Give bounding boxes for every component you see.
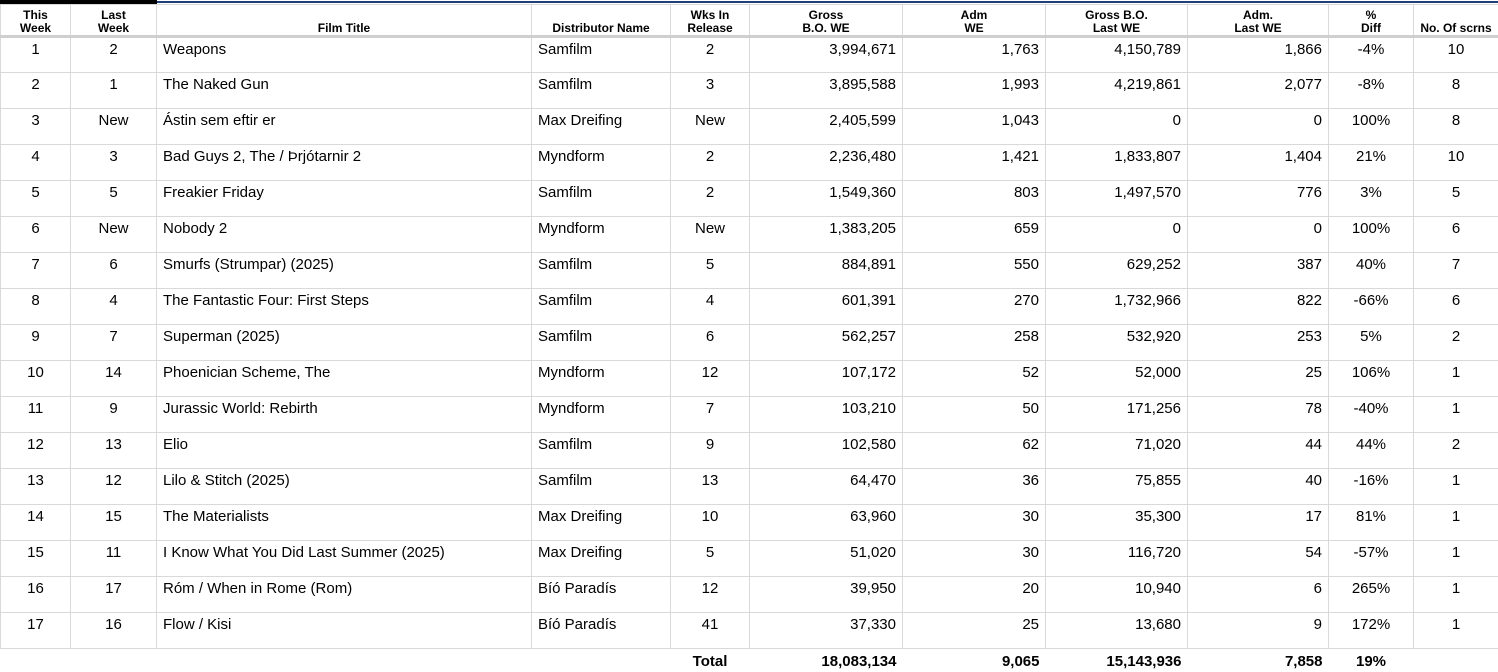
box-office-table (0, 4, 1498, 671)
film-title-cell: Weapons (157, 37, 532, 73)
this-week-cell: 10 (1, 361, 71, 397)
header-gross-bo-last-we-line1: Gross B.O. (1085, 8, 1148, 22)
last-week-cell: 11 (71, 541, 157, 577)
gross-bo-last-we-cell: 52,000 (1046, 361, 1188, 397)
gross-bo-last-we-cell: 171,256 (1046, 397, 1188, 433)
gross-bo-we-cell: 37,330 (750, 613, 903, 649)
gross-bo-we-cell: 107,172 (750, 361, 903, 397)
adm-we-cell: 30 (903, 505, 1046, 541)
adm-we-cell: 25 (903, 613, 1046, 649)
table-body (1, 37, 1498, 649)
this-week-cell: 16 (1, 577, 71, 613)
adm-we-cell: 270 (903, 289, 1046, 325)
adm-we-cell: 52 (903, 361, 1046, 397)
adm-last-we-cell: 2,077 (1188, 73, 1329, 109)
total-adm-last-we: 7,858 (1188, 649, 1329, 671)
film-title-cell: Jurassic World: Rebirth (157, 397, 532, 433)
adm-last-we-cell: 54 (1188, 541, 1329, 577)
pct-diff-cell: 106% (1329, 361, 1414, 397)
film-title-cell: Lilo & Stitch (2025) (157, 469, 532, 505)
header-film-title (157, 5, 532, 37)
pct-diff-cell: 172% (1329, 613, 1414, 649)
gross-bo-we-cell: 1,383,205 (750, 217, 903, 253)
film-title-cell: Bad Guys 2, The / Þrjótarnir 2 (157, 145, 532, 181)
adm-last-we-cell: 822 (1188, 289, 1329, 325)
distributor-name-cell: Samfilm (532, 73, 671, 109)
total-label: Total (671, 649, 750, 671)
pct-diff-cell: -16% (1329, 469, 1414, 505)
no-of-screens-cell: 6 (1414, 217, 1498, 253)
no-of-screens-cell: 1 (1414, 469, 1498, 505)
table-header (1, 5, 1498, 37)
no-of-screens-cell: 2 (1414, 325, 1498, 361)
adm-last-we-cell: 0 (1188, 217, 1329, 253)
adm-we-cell: 30 (903, 541, 1046, 577)
film-title-cell: Ástin sem eftir er (157, 109, 532, 145)
header-distributor-name-line2: Distributor Name (552, 21, 650, 35)
no-of-screens-cell: 7 (1414, 253, 1498, 289)
header-adm-last-we (1188, 5, 1329, 37)
distributor-name-cell: Bíó Paradís (532, 577, 671, 613)
gross-bo-last-we-cell: 0 (1046, 109, 1188, 145)
adm-we-cell: 1,993 (903, 73, 1046, 109)
gross-bo-we-cell: 2,236,480 (750, 145, 903, 181)
gross-bo-we-cell: 39,950 (750, 577, 903, 613)
distributor-name-cell: Samfilm (532, 469, 671, 505)
distributor-name-cell: Myndform (532, 361, 671, 397)
distributor-name-cell: Samfilm (532, 37, 671, 73)
this-week-cell: 4 (1, 145, 71, 181)
table-footer (1, 649, 1498, 671)
pct-diff-cell: -4% (1329, 37, 1414, 73)
gross-bo-we-cell: 102,580 (750, 433, 903, 469)
header-adm-we-line1: Adm (960, 8, 988, 22)
wks-in-release-cell: 9 (671, 433, 750, 469)
this-week-cell: 15 (1, 541, 71, 577)
total-adm-we: 9,065 (903, 649, 1046, 671)
last-week-cell: 17 (71, 577, 157, 613)
gross-bo-we-cell: 63,960 (750, 505, 903, 541)
no-of-screens-cell: 1 (1414, 577, 1498, 613)
gross-bo-we-cell: 2,405,599 (750, 109, 903, 145)
adm-we-cell: 550 (903, 253, 1046, 289)
adm-last-we-cell: 25 (1188, 361, 1329, 397)
adm-last-we-cell: 1,404 (1188, 145, 1329, 181)
distributor-name-cell: Samfilm (532, 253, 671, 289)
pct-diff-cell: -8% (1329, 73, 1414, 109)
header-adm-last-we-line2: Last WE (1234, 21, 1282, 35)
adm-we-cell: 50 (903, 397, 1046, 433)
header-row (1, 5, 1498, 37)
this-week-cell: 3 (1, 109, 71, 145)
pct-diff-cell: 5% (1329, 325, 1414, 361)
last-week-cell: 7 (71, 325, 157, 361)
last-week-cell: 13 (71, 433, 157, 469)
total-row (1, 649, 1498, 671)
last-week-cell: 2 (71, 37, 157, 73)
adm-we-cell: 62 (903, 433, 1046, 469)
adm-we-cell: 1,043 (903, 109, 1046, 145)
last-week-cell: New (71, 109, 157, 145)
wks-in-release-cell: 12 (671, 577, 750, 613)
adm-we-cell: 803 (903, 181, 1046, 217)
adm-last-we-cell: 9 (1188, 613, 1329, 649)
total-diff: 19% (1329, 649, 1414, 671)
no-of-screens-cell: 1 (1414, 361, 1498, 397)
header-rule-blue (157, 1, 1498, 3)
this-week-cell: 1 (1, 37, 71, 73)
wks-in-release-cell: 13 (671, 469, 750, 505)
no-of-screens-cell: 1 (1414, 505, 1498, 541)
adm-last-we-cell: 40 (1188, 469, 1329, 505)
last-week-cell: 5 (71, 181, 157, 217)
last-week-cell: 3 (71, 145, 157, 181)
wks-in-release-cell: 2 (671, 145, 750, 181)
no-of-screens-cell: 2 (1414, 433, 1498, 469)
gross-bo-last-we-cell: 75,855 (1046, 469, 1188, 505)
last-week-cell: 9 (71, 397, 157, 433)
total-gross-we: 18,083,134 (750, 649, 903, 671)
adm-we-cell: 36 (903, 469, 1046, 505)
film-title-cell: The Materialists (157, 505, 532, 541)
this-week-cell: 11 (1, 397, 71, 433)
table-row (1, 541, 1498, 577)
wks-in-release-cell: New (671, 217, 750, 253)
gross-bo-we-cell: 3,994,671 (750, 37, 903, 73)
adm-last-we-cell: 387 (1188, 253, 1329, 289)
table-row (1, 253, 1498, 289)
adm-last-we-cell: 6 (1188, 577, 1329, 613)
table-row (1, 397, 1498, 433)
wks-in-release-cell: 6 (671, 325, 750, 361)
adm-last-we-cell: 17 (1188, 505, 1329, 541)
wks-in-release-cell: 10 (671, 505, 750, 541)
film-title-cell: Superman (2025) (157, 325, 532, 361)
gross-bo-last-we-cell: 0 (1046, 217, 1188, 253)
header-film-title-line2: Film Title (317, 21, 371, 35)
last-week-cell: 12 (71, 469, 157, 505)
pct-diff-cell: 100% (1329, 217, 1414, 253)
pct-diff-cell: -40% (1329, 397, 1414, 433)
gross-bo-last-we-cell: 13,680 (1046, 613, 1188, 649)
adm-we-cell: 258 (903, 325, 1046, 361)
adm-last-we-cell: 776 (1188, 181, 1329, 217)
header-gross-bo-last-we-line2: Last WE (1092, 21, 1141, 35)
this-week-cell: 17 (1, 613, 71, 649)
distributor-name-cell: Bíó Paradís (532, 613, 671, 649)
distributor-name-cell: Samfilm (532, 433, 671, 469)
gross-bo-we-cell: 601,391 (750, 289, 903, 325)
header-no-of-screens (1414, 5, 1498, 37)
header-this-week-line2: Week (19, 21, 52, 35)
no-of-screens-cell: 10 (1414, 37, 1498, 73)
last-week-cell: 15 (71, 505, 157, 541)
pct-diff-cell: -57% (1329, 541, 1414, 577)
this-week-cell: 8 (1, 289, 71, 325)
header-this-week-line1: This (23, 8, 48, 22)
gross-bo-last-we-cell: 4,219,861 (1046, 73, 1188, 109)
this-week-cell: 13 (1, 469, 71, 505)
table-row (1, 325, 1498, 361)
table-row (1, 613, 1498, 649)
film-title-cell: I Know What You Did Last Summer (2025) (157, 541, 532, 577)
film-title-cell: Elio (157, 433, 532, 469)
header-wks-in-release-line1: Wks In (690, 8, 730, 22)
distributor-name-cell: Max Dreifing (532, 505, 671, 541)
header-last-week-line2: Week (97, 21, 130, 35)
header-this-week (1, 5, 71, 37)
adm-we-cell: 20 (903, 577, 1046, 613)
header-gross-bo-we-line1: Gross (808, 8, 844, 22)
gross-bo-last-we-cell: 35,300 (1046, 505, 1188, 541)
adm-last-we-cell: 0 (1188, 109, 1329, 145)
pct-diff-cell: 81% (1329, 505, 1414, 541)
film-title-cell: Smurfs (Strumpar) (2025) (157, 253, 532, 289)
this-week-cell: 6 (1, 217, 71, 253)
table-row (1, 109, 1498, 145)
wks-in-release-cell: 41 (671, 613, 750, 649)
header-adm-last-we-line1: Adm. (1243, 8, 1273, 22)
distributor-name-cell: Myndform (532, 145, 671, 181)
pct-diff-cell: 265% (1329, 577, 1414, 613)
pct-diff-cell: 40% (1329, 253, 1414, 289)
header-last-week (71, 5, 157, 37)
gross-bo-last-we-cell: 629,252 (1046, 253, 1188, 289)
last-week-cell: 1 (71, 73, 157, 109)
film-title-cell: Flow / Kisi (157, 613, 532, 649)
table-row (1, 217, 1498, 253)
adm-we-cell: 659 (903, 217, 1046, 253)
header-wks-in-release-line2: Release (687, 21, 733, 35)
no-of-screens-cell: 8 (1414, 73, 1498, 109)
table-row (1, 73, 1498, 109)
adm-last-we-cell: 253 (1188, 325, 1329, 361)
header-pct-diff-line2: Diff (1361, 21, 1381, 35)
last-week-cell: 14 (71, 361, 157, 397)
gross-bo-last-we-cell: 4,150,789 (1046, 37, 1188, 73)
gross-bo-we-cell: 562,257 (750, 325, 903, 361)
header-last-week-line1: Last (101, 8, 126, 22)
wks-in-release-cell: 2 (671, 181, 750, 217)
header-pct-diff-line1: % (1365, 8, 1377, 22)
table-row (1, 145, 1498, 181)
distributor-name-cell: Max Dreifing (532, 541, 671, 577)
gross-bo-we-cell: 884,891 (750, 253, 903, 289)
gross-bo-last-we-cell: 1,497,570 (1046, 181, 1188, 217)
no-of-screens-cell: 10 (1414, 145, 1498, 181)
gross-bo-we-cell: 103,210 (750, 397, 903, 433)
adm-last-we-cell: 44 (1188, 433, 1329, 469)
gross-bo-last-we-cell: 116,720 (1046, 541, 1188, 577)
film-title-cell: The Naked Gun (157, 73, 532, 109)
wks-in-release-cell: 4 (671, 289, 750, 325)
last-week-cell: New (71, 217, 157, 253)
gross-bo-we-cell: 64,470 (750, 469, 903, 505)
wks-in-release-cell: New (671, 109, 750, 145)
adm-last-we-cell: 78 (1188, 397, 1329, 433)
last-week-cell: 4 (71, 289, 157, 325)
no-of-screens-cell: 1 (1414, 613, 1498, 649)
header-wks-in-release (671, 5, 750, 37)
film-title-cell: The Fantastic Four: First Steps (157, 289, 532, 325)
total-gross-last-we: 15,143,936 (1046, 649, 1188, 671)
gross-bo-we-cell: 3,895,588 (750, 73, 903, 109)
gross-bo-last-we-cell: 10,940 (1046, 577, 1188, 613)
last-week-cell: 6 (71, 253, 157, 289)
last-week-cell: 16 (71, 613, 157, 649)
this-week-cell: 12 (1, 433, 71, 469)
header-no-of-screens-line2: No. Of scrns (1420, 21, 1492, 35)
distributor-name-cell: Myndform (532, 217, 671, 253)
film-title-cell: Freakier Friday (157, 181, 532, 217)
wks-in-release-cell: 5 (671, 541, 750, 577)
no-of-screens-cell: 1 (1414, 397, 1498, 433)
table-row (1, 37, 1498, 73)
distributor-name-cell: Samfilm (532, 289, 671, 325)
table-row (1, 433, 1498, 469)
this-week-cell: 2 (1, 73, 71, 109)
wks-in-release-cell: 3 (671, 73, 750, 109)
distributor-name-cell: Samfilm (532, 181, 671, 217)
no-of-screens-cell: 1 (1414, 541, 1498, 577)
wks-in-release-cell: 2 (671, 37, 750, 73)
wks-in-release-cell: 5 (671, 253, 750, 289)
this-week-cell: 5 (1, 181, 71, 217)
gross-bo-last-we-cell: 71,020 (1046, 433, 1188, 469)
film-title-cell: Nobody 2 (157, 217, 532, 253)
header-pct-diff (1329, 5, 1414, 37)
header-gross-bo-we-line2: B.O. WE (802, 21, 850, 35)
film-title-cell: Phoenician Scheme, The (157, 361, 532, 397)
header-gross-bo-we (750, 5, 903, 37)
table-row (1, 469, 1498, 505)
header-adm-we (903, 5, 1046, 37)
gross-bo-we-cell: 51,020 (750, 541, 903, 577)
distributor-name-cell: Max Dreifing (532, 109, 671, 145)
adm-last-we-cell: 1,866 (1188, 37, 1329, 73)
adm-we-cell: 1,763 (903, 37, 1046, 73)
this-week-cell: 9 (1, 325, 71, 361)
header-adm-we-line2: WE (964, 21, 984, 35)
distributor-name-cell: Samfilm (532, 325, 671, 361)
table-row (1, 181, 1498, 217)
adm-we-cell: 1,421 (903, 145, 1046, 181)
distributor-name-cell: Myndform (532, 397, 671, 433)
pct-diff-cell: -66% (1329, 289, 1414, 325)
gross-bo-we-cell: 1,549,360 (750, 181, 903, 217)
this-week-cell: 7 (1, 253, 71, 289)
pct-diff-cell: 44% (1329, 433, 1414, 469)
gross-bo-last-we-cell: 1,732,966 (1046, 289, 1188, 325)
table-row (1, 361, 1498, 397)
header-distributor-name (532, 5, 671, 37)
pct-diff-cell: 100% (1329, 109, 1414, 145)
gross-bo-last-we-cell: 532,920 (1046, 325, 1188, 361)
pct-diff-cell: 21% (1329, 145, 1414, 181)
no-of-screens-cell: 6 (1414, 289, 1498, 325)
wks-in-release-cell: 12 (671, 361, 750, 397)
table-row (1, 505, 1498, 541)
no-of-screens-cell: 5 (1414, 181, 1498, 217)
film-title-cell: Róm / When in Rome (Rom) (157, 577, 532, 613)
no-of-screens-cell: 8 (1414, 109, 1498, 145)
gross-bo-last-we-cell: 1,833,807 (1046, 145, 1188, 181)
pct-diff-cell: 3% (1329, 181, 1414, 217)
header-gross-bo-last-we (1046, 5, 1188, 37)
table-row (1, 577, 1498, 613)
this-week-cell: 14 (1, 505, 71, 541)
wks-in-release-cell: 7 (671, 397, 750, 433)
table-row (1, 289, 1498, 325)
